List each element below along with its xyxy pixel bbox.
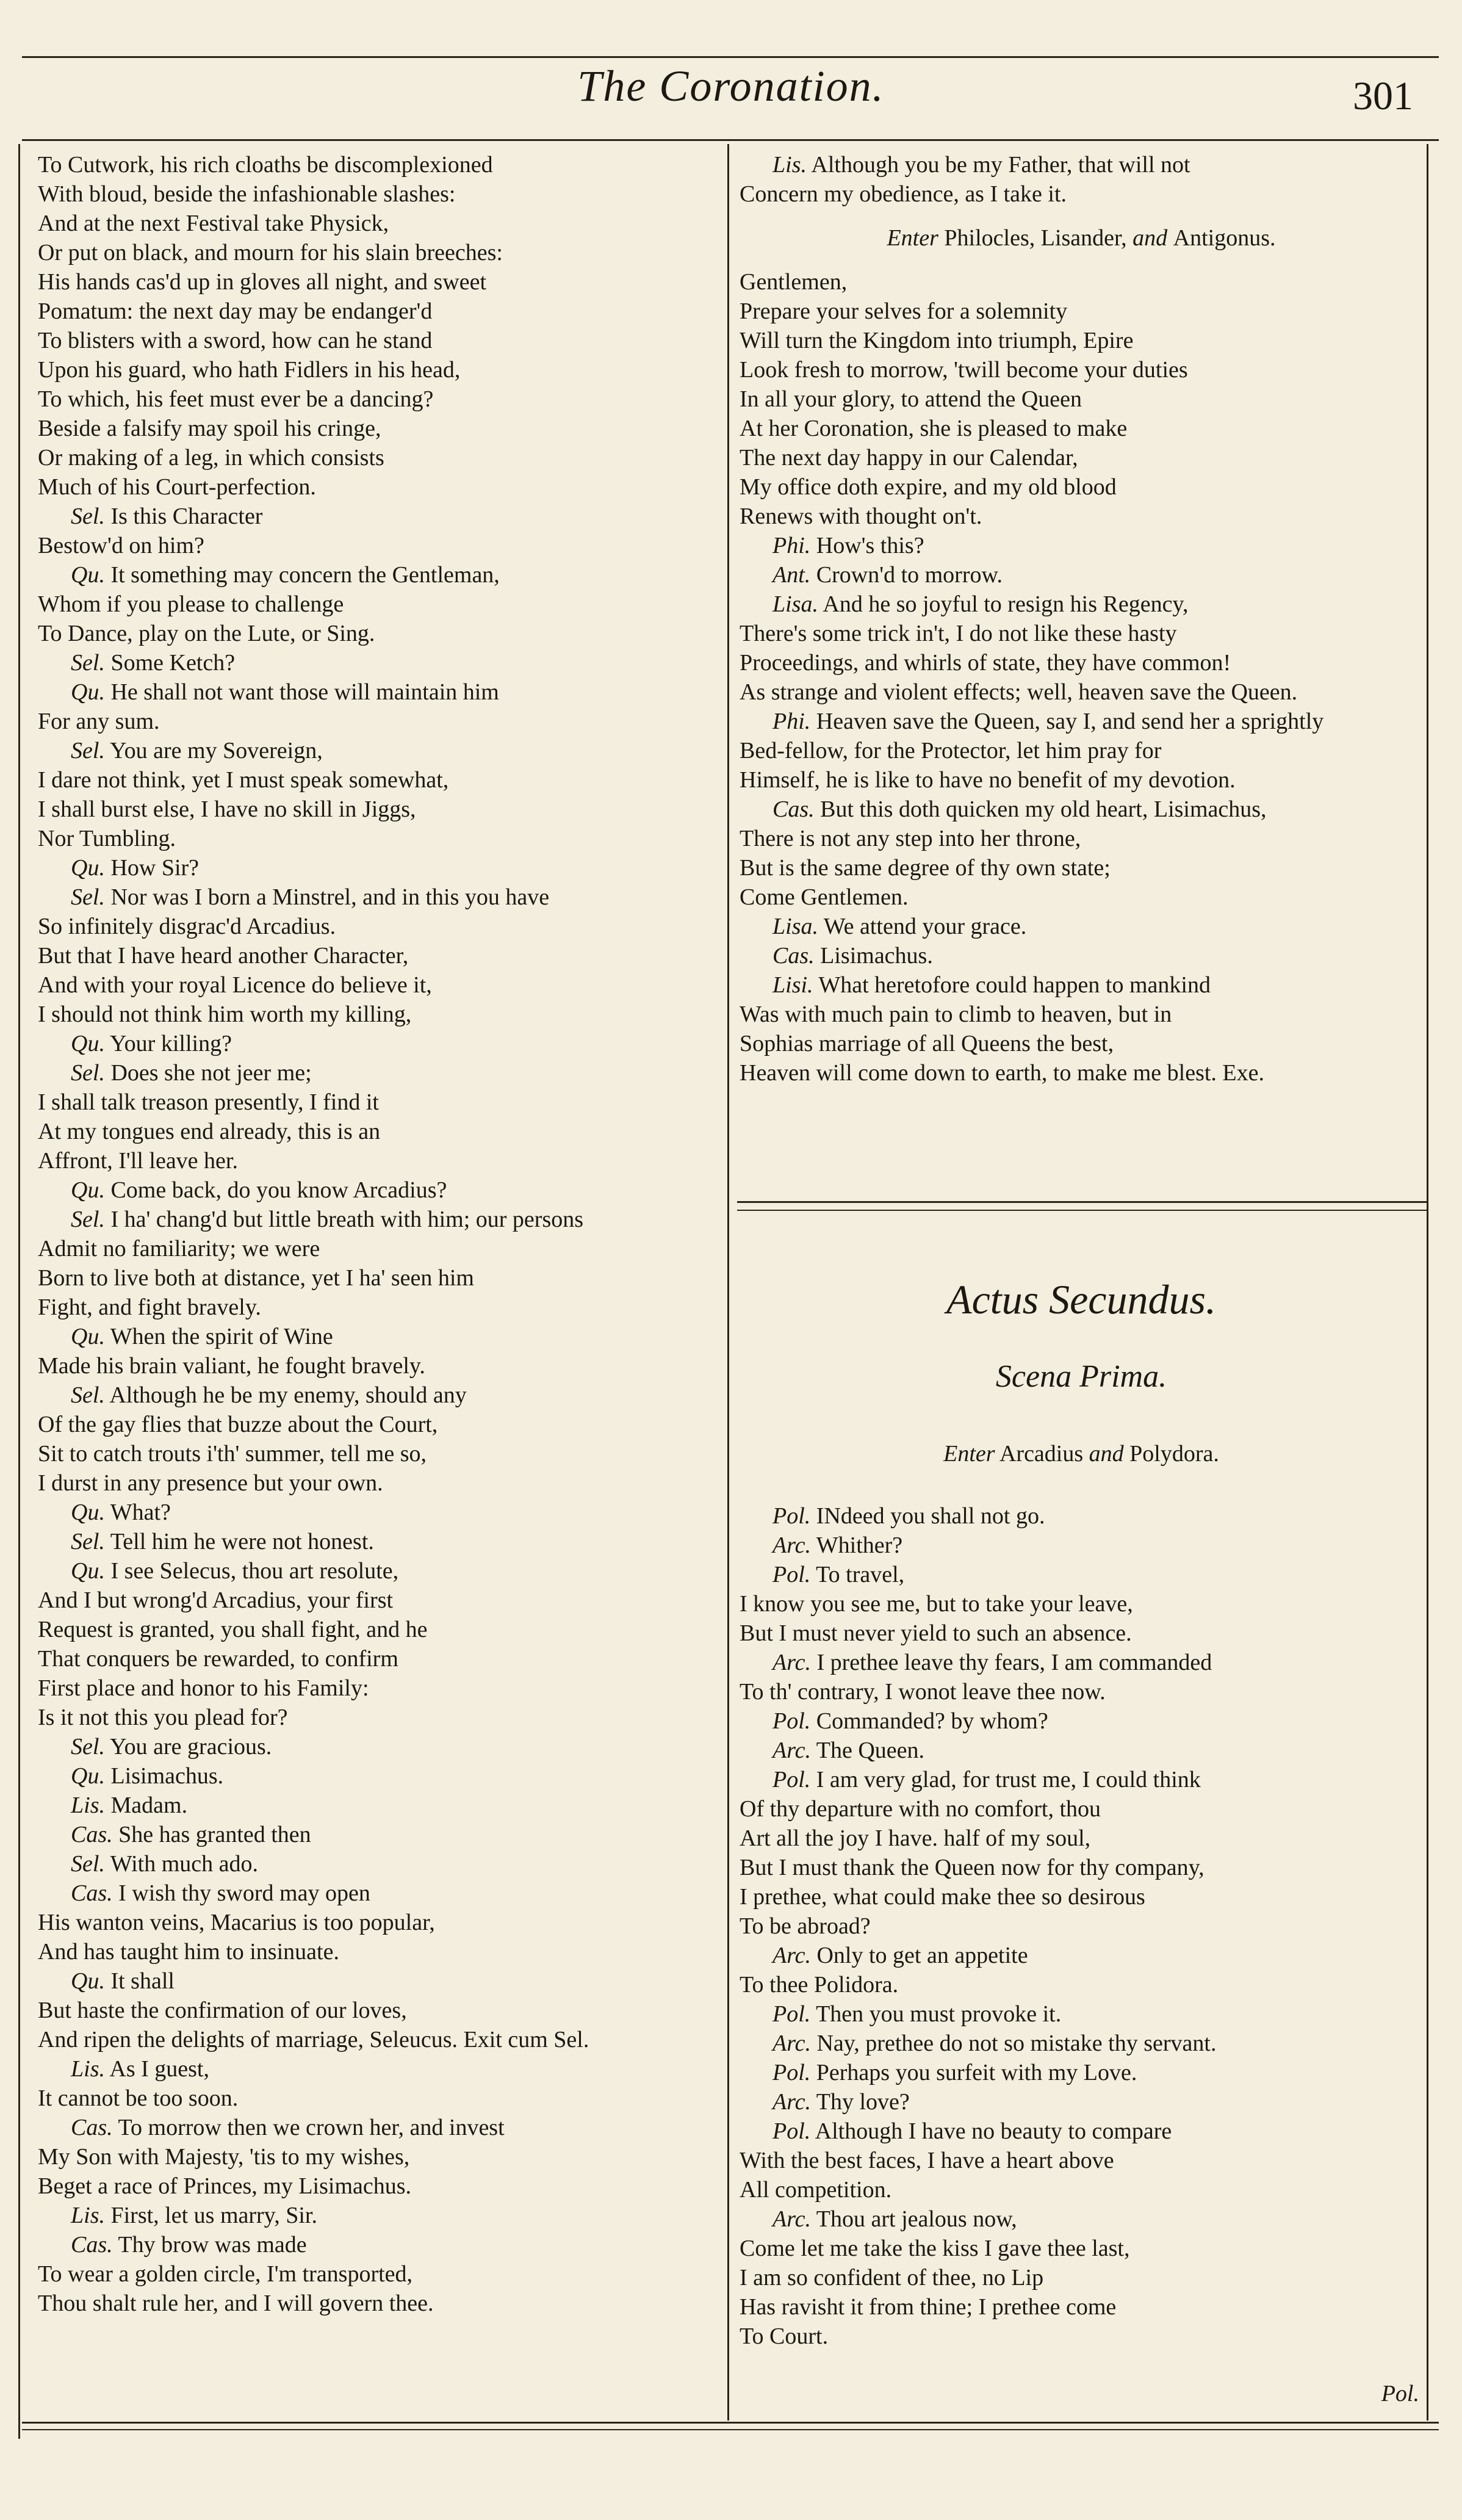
text-line: Sel. You are my Sovereign, <box>71 738 323 764</box>
right-column-upper <box>740 150 1423 1088</box>
text-line: That conquers be rewarded, to confirm <box>38 1646 398 1672</box>
text-line: Much of his Court-perfection. <box>38 474 316 500</box>
text-line: Gentlemen, <box>740 269 848 295</box>
text-line: Arc. Nay, prethee do not so mistake thy servant. <box>772 2031 1217 2056</box>
stage-direction-enter-arcadius <box>740 1440 1423 1467</box>
text-line: Pol. INdeed you shall not go. <box>772 1503 1045 1529</box>
footer-rule <box>22 2422 1439 2424</box>
text-line: And I but wrong'd Arcadius, your first <box>38 1587 394 1613</box>
scene-title: Scena Prima. <box>995 1359 1167 1394</box>
text-line: Lis. First, let us marry, Sir. <box>71 2203 317 2228</box>
text-line: Cas. I wish thy sword may open <box>71 1880 370 1906</box>
text-line: Himself, he is like to have no benefit of my devotion. <box>740 767 1236 793</box>
stage-last-name: Polydora. <box>1129 1441 1219 1467</box>
text-line: Concern my obedience, as I take it. <box>740 181 1067 207</box>
text-line: Sel. Tell him he were not honest. <box>71 1529 374 1554</box>
stage-last-name: Antigonus. <box>1173 225 1276 251</box>
text-line: Sel. Is this Character <box>71 504 263 529</box>
text-line: For any sum. <box>38 709 160 734</box>
left-column <box>38 150 721 2318</box>
stage-enter-word: Enter <box>943 1441 995 1467</box>
text-line: Qu. It shall <box>71 1968 175 1994</box>
text-line: Arc. I prethee leave thy fears, I am commanded <box>772 1650 1212 1675</box>
text-line: Whom if you please to challenge <box>38 591 344 617</box>
text-line: I know you see me, but to take your leave, <box>740 1591 1133 1617</box>
text-line: But I must never yield to such an absence. <box>740 1620 1132 1646</box>
text-line: Arc. The Queen. <box>772 1738 925 1763</box>
column-divider <box>727 144 729 2421</box>
text-line: As strange and violent effects; well, heaven save the Queen. <box>740 679 1298 705</box>
text-line: Pol. Perhaps you surfeit with my Love. <box>772 2060 1137 2085</box>
text-line: In all your glory, to attend the Queen <box>740 386 1082 412</box>
act-divider-rule <box>737 1201 1427 1203</box>
header-rule <box>22 139 1439 141</box>
text-line: With bloud, beside the infashionable slashes: <box>38 181 456 207</box>
text-line: Beside a falsify may spoil his cringe, <box>38 416 381 441</box>
text-line: Upon his guard, who hath Fidlers in his head, <box>38 357 461 383</box>
text-line: Qu. He shall not want those will maintain him <box>71 679 499 705</box>
text-line: Pol. Commanded? by whom? <box>772 1708 1048 1734</box>
text-line: Of the gay flies that buzze about the Court, <box>38 1412 438 1437</box>
text-line: Qu. When the spirit of Wine <box>71 1324 333 1349</box>
text-line: I prethee, what could make thee so desirous <box>740 1884 1145 1910</box>
text-line: And at the next Festival take Physick, <box>38 211 389 236</box>
text-line: Or put on black, and mourn for his slain breeches: <box>38 240 503 265</box>
act-title: Actus Secundus. <box>946 1276 1216 1323</box>
text-line: Admit no familiarity; we were <box>38 1236 320 1262</box>
text-line: Pomatum: the next day may be endanger'd <box>38 298 433 324</box>
text-line: Qu. What? <box>71 1500 171 1525</box>
text-line: There is not any step into her throne, <box>740 826 1081 851</box>
text-line: I durst in any presence but your own. <box>38 1470 383 1496</box>
text-line: I dare not think, yet I must speak somewhat, <box>38 767 449 793</box>
text-line: Lis. As I guest, <box>71 2056 209 2082</box>
text-line: Cas. Thy brow was made <box>71 2232 307 2258</box>
text-line: Renews with thought on't. <box>740 504 982 529</box>
stage-names: Philocles, Lisander, <box>944 225 1127 251</box>
text-line: His hands cas'd up in gloves all night, and sweet <box>38 269 487 295</box>
text-line: Sel. I ha' chang'd but little breath with him; our persons <box>71 1207 584 1232</box>
text-line: Art all the joy I have. half of my soul, <box>740 1825 1091 1851</box>
text-line: Qu. Your killing? <box>71 1031 232 1056</box>
text-line: Will turn the Kingdom into triumph, Epire <box>740 328 1134 353</box>
text-line: Phi. Heaven save the Queen, say I, and send her a sprightly <box>772 709 1324 734</box>
text-line: At her Coronation, she is pleased to make <box>740 416 1128 441</box>
text-line: Come Gentlemen. <box>740 884 909 910</box>
cassander-speech-block <box>740 267 1423 1088</box>
text-line: Pol. Although I have no beauty to compare <box>772 2118 1172 2144</box>
stage-and-word: and <box>1089 1441 1124 1467</box>
text-line: Arc. Only to get an appetite <box>772 1943 1028 1968</box>
text-line: All competition. <box>740 2177 892 2203</box>
text-line: But I must thank the Queen now for thy company, <box>740 1855 1205 1880</box>
text-line: Was with much pain to climb to heaven, but in <box>740 1002 1172 1027</box>
text-line: Cas. She has granted then <box>71 1822 311 1847</box>
text-line: But that I have heard another Character, <box>38 943 409 969</box>
text-line: Lisi. What heretofore could happen to mankind <box>772 972 1211 998</box>
text-line: To Dance, play on the Lute, or Sing. <box>38 621 375 646</box>
act-divider-rule-inner <box>737 1210 1427 1211</box>
text-line: To Court. <box>740 2323 829 2349</box>
text-line: Arc. Whither? <box>772 1533 903 1558</box>
text-line: There's some trick in't, I do not like these hasty <box>740 621 1177 646</box>
text-line: Qu. Come back, do you know Arcadius? <box>71 1177 447 1203</box>
text-line: To th' contrary, I wonot leave thee now. <box>740 1679 1106 1705</box>
text-line: Has ravisht it from thine; I prethee come <box>740 2294 1117 2320</box>
text-line: Beget a race of Princes, my Lisimachus. <box>38 2173 412 2199</box>
text-line: The next day happy in our Calendar, <box>740 445 1078 471</box>
text-line: Proceedings, and whirls of state, they have common! <box>740 650 1231 676</box>
text-line: Pol. To travel, <box>772 1562 905 1587</box>
text-line: But is the same degree of thy own state; <box>740 855 1111 881</box>
text-line: Sel. Nor was I born a Minstrel, and in this you have <box>71 884 550 910</box>
text-line: And ripen the delights of marriage, Seleucus. Exit cum Sel. <box>38 2027 589 2052</box>
text-line: Nor Tumbling. <box>38 826 176 851</box>
text-line: Heaven will come down to earth, to make me blest. Exe. <box>740 1060 1265 1086</box>
text-line: My Son with Majesty, 'tis to my wishes, <box>38 2144 410 2170</box>
stage-direction-enter-philocles <box>740 223 1423 253</box>
right-border-rule <box>1427 144 1428 2421</box>
text-line: To which, his feet must ever be a dancing? <box>38 386 434 412</box>
text-line: And with your royal Licence do believe it, <box>38 972 432 998</box>
text-line: Bestow'd on him? <box>38 533 204 558</box>
text-line: So infinitely disgrac'd Arcadius. <box>38 914 336 939</box>
text-line: Sel. You are gracious. <box>71 1734 272 1760</box>
text-line: Lis. Madam. <box>71 1793 188 1818</box>
text-line: To be abroad? <box>740 1913 871 1939</box>
left-border-rule <box>18 144 20 2439</box>
text-line: With the best faces, I have a heart above <box>740 2148 1114 2173</box>
text-line: Bed-fellow, for the Protector, let him pray for <box>740 738 1162 764</box>
text-line: I am so confident of thee, no Lip <box>740 2265 1044 2291</box>
running-title: The Coronation. <box>577 62 885 110</box>
text-line: Fight, and fight bravely. <box>38 1294 261 1320</box>
text-line: Cas. To morrow then we crown her, and invest <box>71 2115 505 2140</box>
text-line: Sel. With much ado. <box>71 1851 259 1877</box>
text-line: Cas. But this doth quicken my old heart, Lisimachus, <box>772 796 1267 822</box>
page-number: 301 <box>1353 74 1413 118</box>
text-line: My office doth expire, and my old blood <box>740 474 1117 500</box>
text-line: Is it not this you plead for? <box>38 1705 288 1730</box>
text-line: I shall burst else, I have no skill in Jiggs, <box>38 796 416 822</box>
text-line: At my tongues end already, this is an <box>38 1119 381 1144</box>
text-line: Pol. Then you must provoke it. <box>772 2001 1062 2027</box>
stage-names: Arcadius <box>999 1441 1084 1467</box>
footer-rule-inner <box>22 2429 1439 2430</box>
text-line: I should not think him worth my killing, <box>38 1002 412 1027</box>
text-line: Lisa. And he so joyful to resign his Regency, <box>772 591 1189 617</box>
text-line: Arc. Thou art jealous now, <box>772 2206 1017 2232</box>
text-line: Phi. How's this? <box>772 533 924 558</box>
stage-and-word: and <box>1133 225 1168 251</box>
text-line: Qu. I see Selecus, thou art resolute, <box>71 1558 399 1584</box>
text-line: To thee Polidora. <box>740 1972 899 1998</box>
text-line: Cas. Lisimachus. <box>772 943 933 969</box>
text-line: Look fresh to morrow, 'twill become your duties <box>740 357 1188 383</box>
text-line: First place and honor to his Family: <box>38 1675 369 1701</box>
text-line: But haste the confirmation of our loves, <box>38 1998 407 2023</box>
text-line: Sel. Some Ketch? <box>71 650 236 676</box>
text-line: Thou shalt rule her, and I will govern thee. <box>38 2291 434 2316</box>
text-line: Request is granted, you shall fight, and he <box>38 1617 428 1642</box>
text-line: To wear a golden circle, I'm transported, <box>38 2261 413 2287</box>
lis-speech <box>740 150 1423 209</box>
text-line: To blisters with a sword, how can he stand <box>38 328 433 353</box>
text-line: His wanton veins, Macarius is too popular, <box>38 1910 435 1935</box>
text-line: Or making of a leg, in which consists <box>38 445 384 471</box>
text-line: Arc. Thy love? <box>772 2089 910 2115</box>
text-line: Affront, I'll leave her. <box>38 1148 238 1174</box>
text-line: Pol. I am very glad, for trust me, I could think <box>772 1767 1201 1793</box>
text-line: Qu. Lisimachus. <box>71 1763 224 1789</box>
stage-enter-word: Enter <box>887 225 938 251</box>
catchword: Pol. <box>1381 2381 1419 2406</box>
text-line: Prepare your selves for a solemnity <box>740 298 1068 324</box>
text-line: To Cutwork, his rich cloaths be discomplexioned <box>38 152 493 178</box>
text-line: And has taught him to insinuate. <box>38 1939 339 1965</box>
text-line: Born to live both at distance, yet I ha' seen him <box>38 1265 474 1291</box>
text-line: It cannot be too soon. <box>38 2085 239 2111</box>
text-line: Sit to catch trouts i'th' summer, tell me so, <box>38 1441 427 1467</box>
text-line: Made his brain valiant, he fought bravely. <box>38 1353 425 1379</box>
text-line: Lis. Although you be my Father, that will not <box>772 152 1190 178</box>
text-line: Lisa. We attend your grace. <box>772 914 1027 939</box>
text-line: Sel. Although he be my enemy, should any <box>71 1382 467 1408</box>
text-line: Sel. Does she not jeer me; <box>71 1060 312 1086</box>
text-line: I shall talk treason presently, I find it <box>38 1089 379 1115</box>
text-line: Come let me take the kiss I gave thee last, <box>740 2236 1130 2261</box>
right-column-lower <box>740 1501 1423 2351</box>
text-line: Ant. Crown'd to morrow. <box>772 562 1003 588</box>
text-line: Sophias marriage of all Queens the best, <box>740 1031 1114 1056</box>
text-line: Of thy departure with no comfort, thou <box>740 1796 1101 1822</box>
text-line: Qu. How Sir? <box>71 855 200 881</box>
text-line: Qu. It something may concern the Gentleman, <box>71 562 500 588</box>
